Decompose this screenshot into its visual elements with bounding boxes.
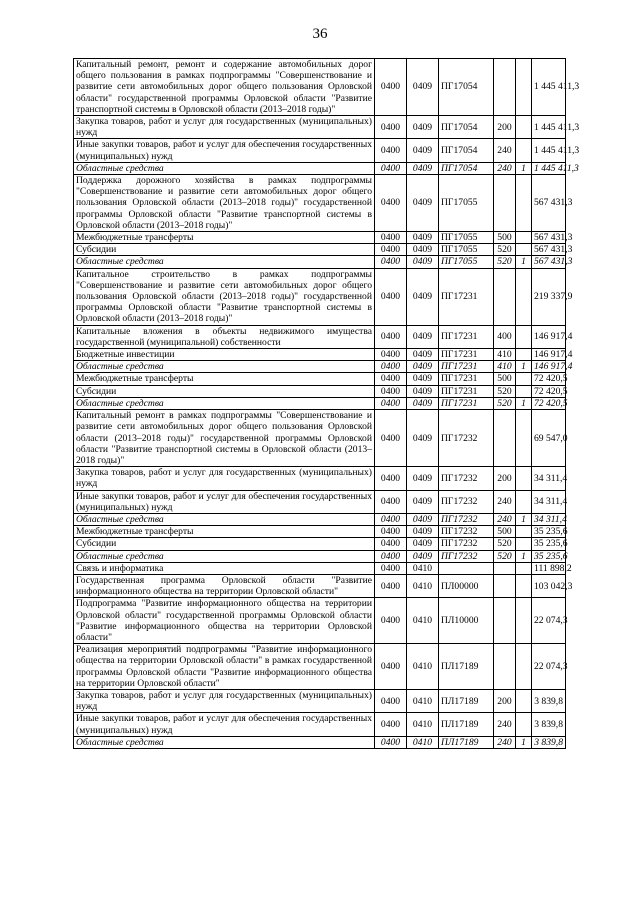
subsection-code-cell: 0409 [407, 538, 439, 550]
expense-type-cell: 240 [494, 139, 516, 162]
section-code-cell: 0400 [375, 175, 407, 232]
table-row [74, 59, 566, 116]
target-article-cell: ПГ17231 [439, 268, 494, 325]
target-article-cell: ПЛ17189 [439, 736, 494, 748]
row-name-cell: Иные закупки товаров, работ и услуг для обеспечения государственных (муниципальных) нужд [74, 139, 375, 162]
target-article-cell: ПГ17231 [439, 349, 494, 361]
table-row [74, 361, 566, 373]
funding-source-cell: 1 [516, 361, 532, 373]
subsection-code-cell: 0409 [407, 256, 439, 268]
section-code-cell: 0400 [375, 550, 407, 562]
table-row [74, 268, 566, 325]
table-row [74, 256, 566, 268]
section-code-cell: 0400 [375, 325, 407, 348]
subsection-code-cell: 0409 [407, 373, 439, 385]
subsection-code-cell: 0410 [407, 574, 439, 597]
row-name-cell: Межбюджетные трансферты [74, 526, 375, 538]
funding-source-cell [516, 244, 532, 256]
amount-cell: 1 445 411,3 [532, 162, 566, 174]
target-article-cell: ПЛ00000 [439, 574, 494, 597]
section-code-cell: 0400 [375, 526, 407, 538]
expense-type-cell: 200 [494, 467, 516, 490]
expense-type-cell: 240 [494, 513, 516, 525]
target-article-cell: ПГ17055 [439, 256, 494, 268]
row-name-cell: Областные средства [74, 397, 375, 409]
row-name-cell: Областные средства [74, 736, 375, 748]
expense-type-cell: 520 [494, 256, 516, 268]
section-code-cell: 0400 [375, 256, 407, 268]
expense-type-cell: 200 [494, 116, 516, 139]
table-row [74, 325, 566, 348]
funding-source-cell [516, 644, 532, 690]
row-name-cell: Субсидии [74, 538, 375, 550]
amount-cell: 35 235,6 [532, 538, 566, 550]
table-row [74, 598, 566, 644]
amount-cell: 103 042,3 [532, 574, 566, 597]
expense-type-cell: 520 [494, 397, 516, 409]
funding-source-cell [516, 467, 532, 490]
subsection-code-cell: 0409 [407, 232, 439, 244]
target-article-cell: ПГ17054 [439, 162, 494, 174]
funding-source-cell: 1 [516, 162, 532, 174]
expense-type-cell [494, 59, 516, 116]
section-code-cell: 0400 [375, 562, 407, 574]
expense-type-cell: 240 [494, 736, 516, 748]
table-row [74, 175, 566, 232]
row-name-cell: Капитальный ремонт, ремонт и содержание автомобильных дорог общего пользования в рамках подпрограммы "Совершенствование и развитие сети автомобильных дорог общего пользования Орловской области" государственной программы Орловской области "Развитие транспортной системы в Орловской области (2013–2018 годы)" [74, 59, 375, 116]
amount-cell: 146 917,4 [532, 349, 566, 361]
row-name-cell: Закупка товаров, работ и услуг для государственных (муниципальных) нужд [74, 116, 375, 139]
target-article-cell: ПГ17054 [439, 59, 494, 116]
section-code-cell: 0400 [375, 232, 407, 244]
table-row [74, 349, 566, 361]
row-name-cell: Субсидии [74, 244, 375, 256]
subsection-code-cell: 0409 [407, 397, 439, 409]
amount-cell: 1 445 411,3 [532, 59, 566, 116]
funding-source-cell [516, 116, 532, 139]
section-code-cell: 0400 [375, 538, 407, 550]
budget-table-body [74, 59, 580, 749]
amount-cell: 35 235,6 [532, 526, 566, 538]
funding-source-cell [516, 373, 532, 385]
subsection-code-cell: 0409 [407, 513, 439, 525]
subsection-code-cell: 0409 [407, 467, 439, 490]
subsection-code-cell: 0410 [407, 598, 439, 644]
subsection-code-cell: 0409 [407, 385, 439, 397]
amount-cell: 219 337,9 [532, 268, 566, 325]
table-row [74, 490, 566, 513]
amount-cell: 3 839,8 [532, 736, 566, 748]
amount-cell: 3 839,8 [532, 713, 566, 736]
target-article-cell: ПГ17232 [439, 550, 494, 562]
amount-cell: 72 420,5 [532, 397, 566, 409]
row-name-cell: Подпрограмма "Развитие информационного общества на территории Орловской области" государственной программы Орловской области "Развитие информационного общества на территории Орловской области" [74, 598, 375, 644]
row-name-cell: Поддержка дорожного хозяйства в рамках подпрограммы "Совершенствование и развитие сети автомобильных дорог общего пользования Орловской области (2013–2018 годы)" государственной программы Орловской области "Развитие транспортной системы в Орловской области (2013–2018 годы)" [74, 175, 375, 232]
expense-type-cell [494, 268, 516, 325]
subsection-code-cell: 0409 [407, 325, 439, 348]
amount-cell: 35 235,6 [532, 550, 566, 562]
subsection-code-cell: 0410 [407, 644, 439, 690]
page-number: 36 [312, 26, 328, 42]
table-row [74, 736, 566, 748]
row-name-cell: Иные закупки товаров, работ и услуг для обеспечения государственных (муниципальных) нужд [74, 713, 375, 736]
funding-source-cell [516, 526, 532, 538]
expense-type-cell: 500 [494, 526, 516, 538]
row-name-cell: Государственная программа Орловской области "Развитие информационного общества на территории Орловской области" [74, 574, 375, 597]
amount-cell: 22 074,3 [532, 644, 566, 690]
expense-type-cell: 520 [494, 550, 516, 562]
section-code-cell: 0400 [375, 349, 407, 361]
table-row [74, 373, 566, 385]
funding-source-cell [516, 349, 532, 361]
amount-cell: 72 420,5 [532, 385, 566, 397]
funding-source-cell [516, 562, 532, 574]
row-name-cell: Областные средства [74, 162, 375, 174]
funding-source-cell [516, 232, 532, 244]
subsection-code-cell: 0410 [407, 562, 439, 574]
section-code-cell: 0400 [375, 689, 407, 712]
amount-cell: 72 420,5 [532, 373, 566, 385]
section-code-cell: 0400 [375, 397, 407, 409]
amount-cell: 111 898,2 [532, 562, 566, 574]
expense-type-cell [494, 175, 516, 232]
section-code-cell: 0400 [375, 513, 407, 525]
row-name-cell: Межбюджетные трансферты [74, 373, 375, 385]
target-article-cell: ПГ17232 [439, 467, 494, 490]
subsection-code-cell: 0410 [407, 689, 439, 712]
funding-source-cell: 1 [516, 736, 532, 748]
target-article-cell: ПЛ17189 [439, 713, 494, 736]
subsection-code-cell: 0409 [407, 139, 439, 162]
table-row [74, 526, 566, 538]
budget-table [73, 58, 580, 749]
section-code-cell: 0400 [375, 410, 407, 467]
target-article-cell: ПЛ17189 [439, 644, 494, 690]
subsection-code-cell: 0409 [407, 116, 439, 139]
subsection-code-cell: 0409 [407, 162, 439, 174]
row-name-cell: Межбюджетные трансферты [74, 232, 375, 244]
expense-type-cell: 240 [494, 713, 516, 736]
table-row [74, 538, 566, 550]
funding-source-cell [516, 689, 532, 712]
funding-source-cell [516, 598, 532, 644]
subsection-code-cell: 0409 [407, 244, 439, 256]
section-code-cell: 0400 [375, 598, 407, 644]
section-code-cell: 0400 [375, 139, 407, 162]
subsection-code-cell: 0409 [407, 59, 439, 116]
section-code-cell: 0400 [375, 361, 407, 373]
target-article-cell: ПГ17231 [439, 361, 494, 373]
subsection-code-cell: 0409 [407, 268, 439, 325]
target-article-cell: ПЛ10000 [439, 598, 494, 644]
table-row [74, 562, 566, 574]
row-name-cell: Капитальный ремонт в рамках подпрограммы "Совершенствование и развитие сети автомобильных дорог общего пользования Орловской области (2013–2018 годы)" государственной программы Орловской области "Развитие транспортной системы в Орловской области (2013–2018 годы)" [74, 410, 375, 467]
funding-source-cell [516, 410, 532, 467]
target-article-cell: ПЛ17189 [439, 689, 494, 712]
table-row [74, 689, 566, 712]
target-article-cell: ПГ17232 [439, 513, 494, 525]
target-article-cell: ПГ17054 [439, 139, 494, 162]
row-name-cell: Капитальное строительство в рамках подпрограммы "Совершенствование и развитие сети автомобильных дорог общего пользования Орловской области (2013–2018 годы)" государственной программы Орловской области "Развитие транспортной системы в Орловской области (2013–2018 годы)" [74, 268, 375, 325]
subsection-code-cell: 0410 [407, 736, 439, 748]
row-name-cell: Областные средства [74, 256, 375, 268]
amount-cell: 146 917,4 [532, 325, 566, 348]
table-row [74, 513, 566, 525]
amount-cell: 146 917,4 [532, 361, 566, 373]
expense-type-cell: 410 [494, 349, 516, 361]
row-name-cell: Закупка товаров, работ и услуг для государственных (муниципальных) нужд [74, 689, 375, 712]
expense-type-cell [494, 644, 516, 690]
funding-source-cell [516, 175, 532, 232]
funding-source-cell [516, 713, 532, 736]
funding-source-cell [516, 385, 532, 397]
funding-source-cell: 1 [516, 256, 532, 268]
target-article-cell: ПГ17232 [439, 526, 494, 538]
table-row [74, 574, 566, 597]
funding-source-cell [516, 59, 532, 116]
target-article-cell: ПГ17232 [439, 490, 494, 513]
row-name-cell: Реализация мероприятий подпрограммы "Развитие информационного общества на территории Орловской области" в рамках государственной программы Орловской области "Развитие информационного общества на территории Орловской области" [74, 644, 375, 690]
section-code-cell: 0400 [375, 268, 407, 325]
row-name-cell: Капитальные вложения в объекты недвижимого имущества государственной (муниципальной) собственности [74, 325, 375, 348]
funding-source-cell [516, 490, 532, 513]
table-row [74, 385, 566, 397]
amount-cell: 69 547,0 [532, 410, 566, 467]
subsection-code-cell: 0409 [407, 361, 439, 373]
section-code-cell: 0400 [375, 713, 407, 736]
target-article-cell: ПГ17055 [439, 232, 494, 244]
section-code-cell: 0400 [375, 490, 407, 513]
target-article-cell: ПГ17232 [439, 538, 494, 550]
expense-type-cell: 500 [494, 373, 516, 385]
section-code-cell: 0400 [375, 644, 407, 690]
expense-type-cell: 410 [494, 361, 516, 373]
amount-cell: 22 074,3 [532, 598, 566, 644]
amount-cell: 34 311,4 [532, 490, 566, 513]
subsection-code-cell: 0409 [407, 550, 439, 562]
expense-type-cell: 240 [494, 490, 516, 513]
subsection-code-cell: 0410 [407, 713, 439, 736]
amount-cell: 567 431,3 [532, 244, 566, 256]
row-name-cell: Областные средства [74, 550, 375, 562]
section-code-cell: 0400 [375, 736, 407, 748]
amount-cell: 567 431,3 [532, 175, 566, 232]
target-article-cell: ПГ17055 [439, 244, 494, 256]
expense-type-cell: 520 [494, 385, 516, 397]
section-code-cell: 0400 [375, 574, 407, 597]
section-code-cell: 0400 [375, 116, 407, 139]
target-article-cell: ПГ17231 [439, 397, 494, 409]
section-code-cell: 0400 [375, 59, 407, 116]
amount-cell: 3 839,8 [532, 689, 566, 712]
amount-cell: 34 311,4 [532, 467, 566, 490]
target-article-cell: ПГ17232 [439, 410, 494, 467]
amount-cell: 34 311,4 [532, 513, 566, 525]
table-row [74, 232, 566, 244]
funding-source-cell: 1 [516, 397, 532, 409]
target-article-cell: ПГ17055 [439, 175, 494, 232]
target-article-cell: ПГ17054 [439, 116, 494, 139]
amount-cell: 567 431,3 [532, 256, 566, 268]
expense-type-cell [494, 562, 516, 574]
expense-type-cell: 200 [494, 689, 516, 712]
table-row [74, 162, 566, 174]
subsection-code-cell: 0409 [407, 526, 439, 538]
subsection-code-cell: 0409 [407, 349, 439, 361]
table-row [74, 139, 566, 162]
target-article-cell: ПГ17231 [439, 325, 494, 348]
funding-source-cell: 1 [516, 550, 532, 562]
expense-type-cell [494, 410, 516, 467]
funding-source-cell [516, 325, 532, 348]
target-article-cell: ПГ17231 [439, 385, 494, 397]
funding-source-cell [516, 574, 532, 597]
funding-source-cell: 1 [516, 513, 532, 525]
expense-type-cell: 240 [494, 162, 516, 174]
table-row [74, 644, 566, 690]
funding-source-cell [516, 538, 532, 550]
row-name-cell: Иные закупки товаров, работ и услуг для обеспечения государственных (муниципальных) нужд [74, 490, 375, 513]
expense-type-cell: 520 [494, 244, 516, 256]
row-name-cell: Субсидии [74, 385, 375, 397]
table-row [74, 550, 566, 562]
subsection-code-cell: 0409 [407, 490, 439, 513]
table-row [74, 713, 566, 736]
funding-source-cell [516, 268, 532, 325]
expense-type-cell: 400 [494, 325, 516, 348]
row-name-cell: Закупка товаров, работ и услуг для государственных (муниципальных) нужд [74, 467, 375, 490]
row-name-cell: Областные средства [74, 513, 375, 525]
amount-cell: 567 431,3 [532, 232, 566, 244]
expense-type-cell: 520 [494, 538, 516, 550]
expense-type-cell [494, 598, 516, 644]
table-row [74, 467, 566, 490]
section-code-cell: 0400 [375, 373, 407, 385]
expense-type-cell: 500 [494, 232, 516, 244]
target-article-cell: ПГ17231 [439, 373, 494, 385]
amount-cell: 1 445 411,3 [532, 116, 566, 139]
section-code-cell: 0400 [375, 467, 407, 490]
table-row [74, 410, 566, 467]
row-name-cell: Бюджетные инвестиции [74, 349, 375, 361]
table-row [74, 397, 566, 409]
section-code-cell: 0400 [375, 244, 407, 256]
target-article-cell [439, 562, 494, 574]
subsection-code-cell: 0409 [407, 175, 439, 232]
subsection-code-cell: 0409 [407, 410, 439, 467]
table-row [74, 116, 566, 139]
row-name-cell: Связь и информатика [74, 562, 375, 574]
funding-source-cell [516, 139, 532, 162]
amount-cell: 1 445 411,3 [532, 139, 566, 162]
expense-type-cell [494, 574, 516, 597]
table-row [74, 244, 566, 256]
section-code-cell: 0400 [375, 385, 407, 397]
section-code-cell: 0400 [375, 162, 407, 174]
row-name-cell: Областные средства [74, 361, 375, 373]
